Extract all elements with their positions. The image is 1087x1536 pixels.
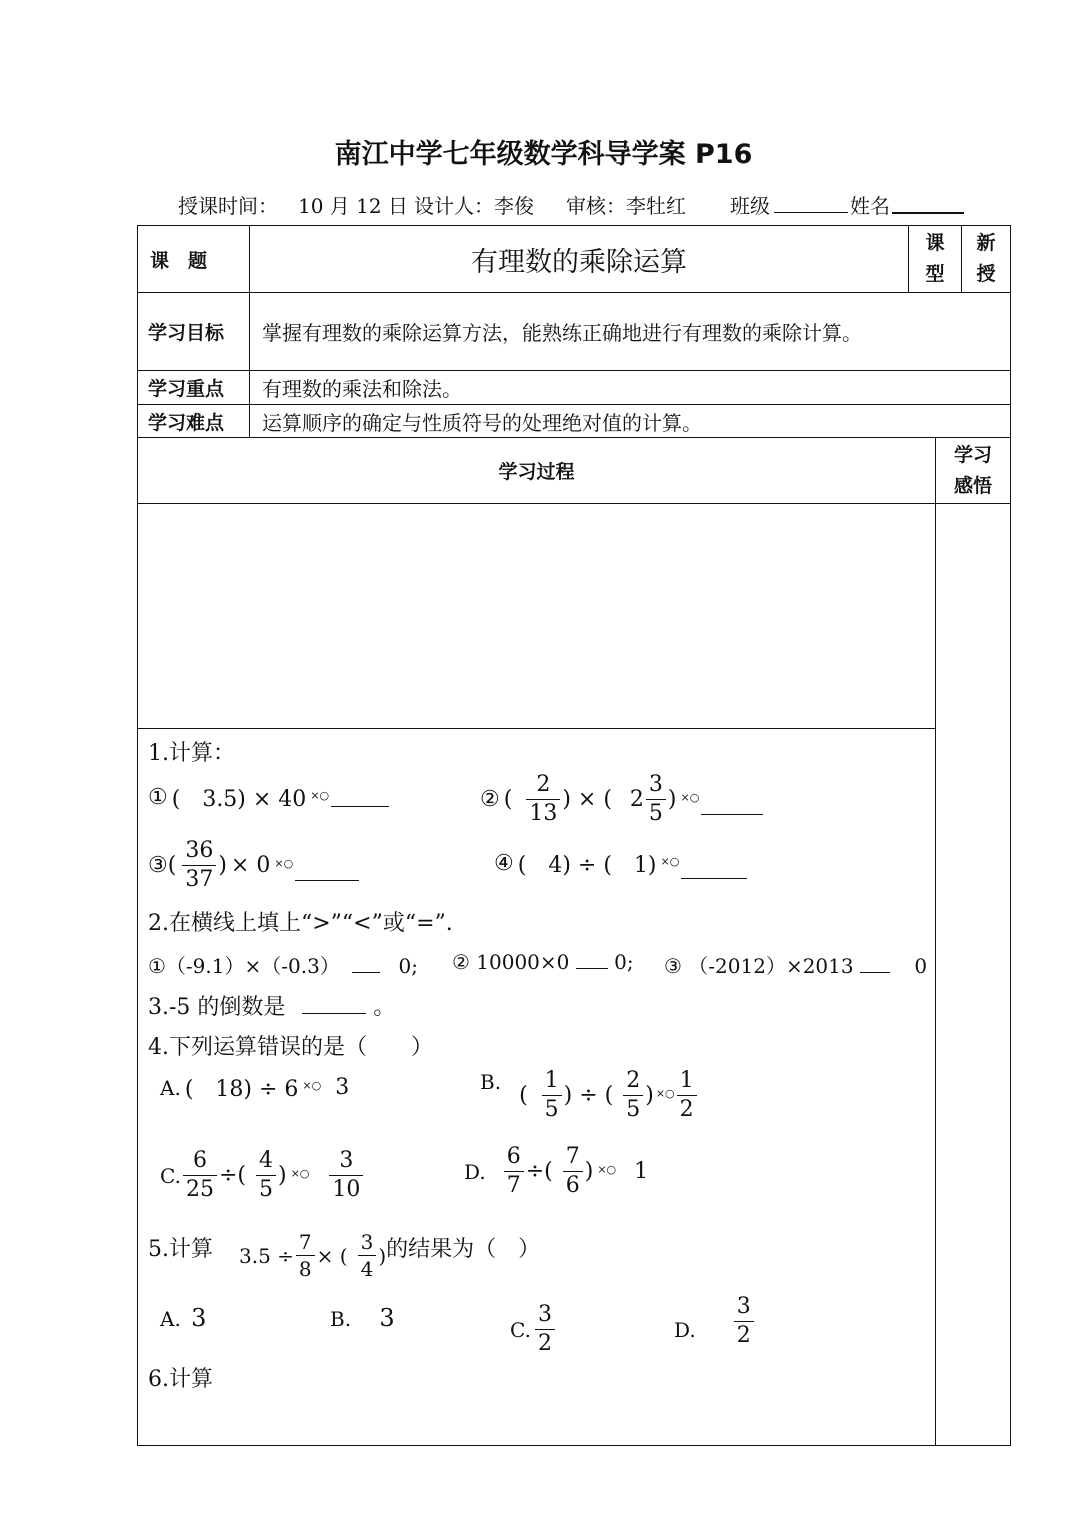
- item-mark: ④: [494, 851, 514, 876]
- mixed-whole: 2: [629, 787, 644, 812]
- fraction: [358, 1232, 377, 1279]
- question-1c: [148, 840, 359, 891]
- option-label: C.: [160, 1163, 181, 1188]
- open-paren: (: [503, 787, 513, 812]
- numerator: 2: [536, 772, 551, 797]
- type-value: [962, 228, 1010, 290]
- operator: ÷(: [525, 1159, 553, 1184]
- numerator: 7: [565, 1144, 580, 1169]
- operator: × (: [316, 1243, 348, 1268]
- fraction: [623, 1070, 643, 1121]
- process-label: 学习过程: [498, 461, 575, 483]
- numerator: 36: [185, 838, 214, 863]
- time-label: 授课时间：: [178, 194, 278, 218]
- type-label: [909, 228, 961, 290]
- reflection-label-line-2: 感悟: [953, 475, 992, 497]
- option-label: B.: [330, 1307, 352, 1331]
- question-6: 6.计算: [148, 1367, 213, 1392]
- open-paren: (: [167, 853, 177, 878]
- expression-lead: 3.5 ÷: [239, 1243, 294, 1268]
- option-fraction: [734, 1296, 754, 1347]
- reflection-label-line-1: 学习: [953, 444, 992, 466]
- item-text: ①（-9.1）×（-0.3）: [148, 954, 340, 978]
- option-label: B.: [480, 1070, 502, 1094]
- question-1d: [494, 848, 747, 879]
- denominator: 8: [296, 1255, 315, 1279]
- close-paren: ): [584, 1159, 594, 1184]
- item-end: 0;: [398, 954, 419, 978]
- option-value: 3: [379, 1304, 395, 1332]
- denominator: 2: [535, 1329, 555, 1355]
- class-label: 班级: [730, 194, 770, 218]
- denominator: 5: [646, 799, 666, 825]
- expression: ( 3.5) × 40: [171, 787, 307, 812]
- reflection-label: [936, 440, 1010, 502]
- operator: ) × (: [562, 787, 612, 812]
- fraction: [183, 1150, 217, 1201]
- equals-mark: ×○: [660, 855, 680, 868]
- fraction: [542, 1070, 562, 1121]
- numerator: 6: [192, 1148, 207, 1173]
- goal-label: 学习目标: [148, 322, 225, 344]
- name-blank[interactable]: [892, 192, 964, 214]
- numerator: 6: [506, 1144, 521, 1169]
- fraction: [504, 1146, 524, 1197]
- expression: ( 18) ÷ 6: [184, 1077, 299, 1102]
- result: 1: [634, 1159, 649, 1184]
- denominator: 5: [256, 1175, 276, 1201]
- denominator: 10: [329, 1175, 363, 1201]
- open-paren: (: [519, 1083, 528, 1108]
- equals-mark: ×○: [655, 1087, 675, 1100]
- answer-blank[interactable]: [295, 862, 359, 881]
- numerator: 3: [360, 1230, 374, 1254]
- denominator: 37: [182, 865, 216, 891]
- equals-mark: ×○: [274, 857, 294, 870]
- focus-label: 学习重点: [148, 378, 225, 400]
- denominator: 5: [623, 1095, 643, 1121]
- denominator: 5: [542, 1095, 562, 1121]
- equals-mark: ×○: [310, 789, 330, 802]
- focus-text: 有理数的乘法和除法。: [262, 377, 462, 401]
- item-text: 5.计算: [148, 1237, 213, 1262]
- equals-mark: ×○: [597, 1163, 617, 1176]
- type-value-line-1: 新: [976, 232, 996, 254]
- fraction: [256, 1150, 276, 1201]
- operator: ÷(: [218, 1163, 246, 1188]
- result: 3: [335, 1075, 350, 1100]
- question-2a: [148, 950, 418, 979]
- fraction: [563, 1146, 583, 1197]
- option-5b: [330, 1304, 395, 1332]
- question-2c: [664, 950, 927, 979]
- close-paren: ): [218, 853, 227, 878]
- option-5d: [674, 1296, 756, 1347]
- question-5: [148, 1232, 540, 1279]
- date-value: 10 月 12 日: [298, 194, 408, 218]
- denominator: 6: [563, 1171, 583, 1197]
- question-2: 2.在横线上填上“>”“<”或“=”.: [148, 911, 453, 936]
- difficulty-text: 运算顺序的确定与性质符号的处理绝对值的计算。: [262, 410, 702, 435]
- topic-title: 有理数的乘除运算: [471, 246, 687, 278]
- option-4b: [480, 1070, 699, 1121]
- option-5c: [510, 1304, 557, 1355]
- fraction: [526, 774, 560, 825]
- question-3: [148, 990, 395, 1021]
- denominator: 2: [677, 1095, 697, 1121]
- option-label: A.: [160, 1307, 181, 1331]
- answer-blank[interactable]: [576, 950, 608, 969]
- denominator: 4: [358, 1255, 377, 1279]
- numerator: 1: [679, 1068, 694, 1093]
- question-1b: [480, 774, 763, 825]
- question-4: 4.下列运算错误的是（ ）: [148, 1035, 433, 1060]
- answer-blank[interactable]: [331, 788, 389, 807]
- denominator: 25: [183, 1175, 217, 1201]
- close-paren: ): [378, 1243, 387, 1268]
- item-end: 0;: [614, 950, 634, 974]
- type-label-line-1: 课: [925, 232, 945, 254]
- question-1a: [148, 782, 389, 813]
- fraction: [296, 1232, 315, 1279]
- goal-text: 掌握有理数的乘除运算方法，能熟练正确地进行有理数的乘除计算。: [262, 321, 862, 345]
- option-label: D.: [464, 1159, 486, 1184]
- option-4a: [160, 1072, 349, 1103]
- designer: 设计人：李俊: [414, 194, 534, 218]
- numerator: 4: [258, 1148, 273, 1173]
- expression-tail: × 0: [230, 853, 271, 878]
- numerator: 7: [298, 1230, 312, 1254]
- answer-blank[interactable]: [352, 954, 380, 973]
- numerator: 3: [736, 1294, 751, 1319]
- option-4d: [464, 1146, 648, 1197]
- expression: ( 4) ÷ ( 1): [517, 853, 657, 878]
- item-text: ② 10000×0: [452, 950, 570, 974]
- item-text: ③ （-2012）×2013: [664, 954, 854, 978]
- page-title: 南江中学七年级数学科导学案 P16: [334, 139, 753, 170]
- operator: ) ÷ (: [563, 1083, 614, 1108]
- type-value-line-2: 授: [976, 263, 996, 285]
- numerator: 2: [626, 1068, 641, 1093]
- option-value: 3: [191, 1304, 207, 1332]
- denominator: 7: [504, 1171, 524, 1197]
- numerator: 3: [648, 772, 663, 797]
- answer-blank[interactable]: [302, 995, 366, 1014]
- numerator: 1: [544, 1068, 559, 1093]
- item-text: 3.-5 的倒数是: [148, 995, 286, 1020]
- equals-mark: ×○: [680, 791, 700, 804]
- item-end: 0: [914, 954, 928, 978]
- difficulty-label: 学习难点: [148, 411, 225, 434]
- result-fraction: [329, 1150, 363, 1201]
- close-paren: ): [277, 1163, 287, 1188]
- option-4c: [160, 1150, 365, 1201]
- topic-label: 课 题: [150, 249, 208, 272]
- item-end: 。: [373, 995, 396, 1020]
- numerator: 3: [537, 1302, 552, 1327]
- option-label: A.: [160, 1075, 181, 1100]
- item-mark: ③: [148, 853, 168, 878]
- equals-mark: ×○: [302, 1079, 322, 1092]
- option-5a: [160, 1304, 206, 1332]
- denominator: 2: [734, 1321, 754, 1347]
- option-label: D.: [674, 1317, 696, 1342]
- option-fraction: [535, 1304, 555, 1355]
- close-paren: ): [667, 787, 677, 812]
- name-label: 姓名: [850, 194, 890, 218]
- question-1: 1.计算：: [148, 741, 235, 766]
- result-fraction: [677, 1070, 697, 1121]
- item-mark: ②: [480, 787, 500, 812]
- close-paren: ): [645, 1083, 654, 1108]
- fraction: [646, 774, 666, 825]
- answer-blank[interactable]: [701, 796, 763, 815]
- type-label-line-2: 型: [925, 263, 945, 285]
- item-mark: ①: [148, 785, 168, 810]
- item-tail: 的结果为（ ）: [386, 1237, 541, 1262]
- denominator: 13: [526, 799, 560, 825]
- equals-mark: ×○: [290, 1167, 310, 1180]
- numerator: 3: [339, 1148, 354, 1173]
- class-blank[interactable]: [774, 192, 848, 213]
- answer-blank[interactable]: [681, 860, 747, 879]
- question-2b: [452, 950, 634, 974]
- fraction: [182, 840, 216, 891]
- option-label: C.: [510, 1317, 531, 1342]
- answer-blank[interactable]: [860, 954, 890, 973]
- reviewer: 审核：李牡红: [566, 194, 686, 218]
